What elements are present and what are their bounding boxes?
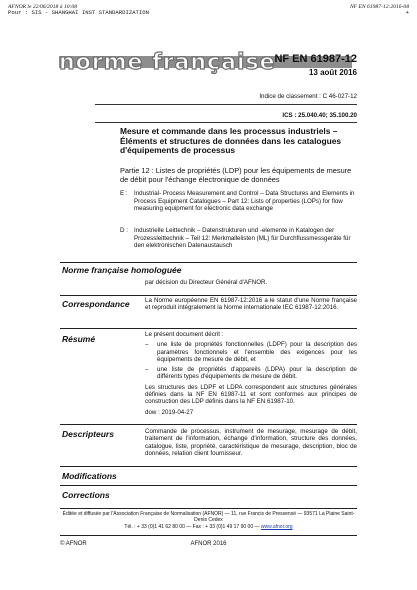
correspondance-text: La Norme européenne EN 61987-12:2016 a le statut d'une Norme française et reproduit intégralement la Norme internationale IEC 61987-12:2016. [145,297,357,312]
bullet-dash: – [145,366,149,374]
publisher-address: Éditée et diffusée par l'Association Française de Normalisation (AFNOR) — 11, rue Francis de Pressensé — 93571 La Plaine Saint-Denis Cedex [62,511,355,524]
homologuee-text: par décision du Directeur Général d'AFNOR. [145,279,268,286]
print-stamp-date: AFNOR le 22/06/2018 à 10:08 [8,4,77,10]
language-code: D : [120,227,128,234]
resume-paragraph: Les structures des LDPF et LDPA correspondent aux structures générales définies dans la NF EN 61987-11 et sont conformes aux principes de construction des LDP définis dans la NF EN 61987-10. [145,383,357,406]
translation-text: Industrial- Process Measurement and Control – Data Structures and Elements in Process Equipment Catalogues – Part 12: Lists of properties (LOPs) for flow measuring equipment for electronic data exchange [134,190,355,213]
correspondance-heading: Correspondance [62,299,130,309]
section-divider [60,328,357,329]
translation-german [120,227,360,250]
footer-divider [60,508,357,509]
publisher-contact [60,524,357,530]
corrections-heading: Corrections [62,490,110,500]
bullet-dash: – [145,341,149,349]
section-divider [60,295,357,296]
ics-codes: ICS : 25.040.40; 35.100.20 [282,112,357,119]
descripteurs-heading: Descripteurs [62,429,114,439]
copyright: © AFNOR [60,541,87,547]
divider [95,122,357,123]
publisher-year: AFNOR 2016 [190,541,227,547]
norme-francaise-logo: norme française [59,50,276,75]
standard-number: NF EN 61987-12 [274,53,357,65]
standard-date: 13 août 2016 [308,68,357,77]
modifications-heading: Modifications [62,471,117,481]
footer-divider [60,535,357,536]
resume-bullet: une liste de propriétés d'appareils (LDPA) pour la description de différents types d'équipements de mesure de débit. [157,366,357,381]
resume-bullet: une liste de propriétés fonctionnelles (LDPF) pour la description des paramètres fonctionnels et l'ensemble des exigences pour les équipements de mesure de débit, et [157,341,357,363]
document-title: Mesure et commande dans les processus industriels – Éléments et structures de données dans les catalogues d'équipements de processus [120,126,342,156]
translation-text: Industrielle Leittechnik – Datenstrukturen und -elemente in Katalogen der Prozessleittechnik – Teil 12: Merkmallelisten (ML) für Durchflussmessgeräte für den elektronischen Datenaustausch [134,227,351,250]
resume-heading: Résumé [62,334,96,344]
resume-body [145,331,357,416]
section-divider [60,485,357,486]
afnor-website-link[interactable]: www.afnor.org [260,524,293,530]
list-item [145,341,357,363]
translation-english [120,190,360,213]
language-code: E : [120,190,128,197]
print-stamp-plus: + [405,10,409,16]
homologuee-heading: Norme française homologuée [62,265,182,275]
section-divider [60,466,357,467]
classification-index: Indice de classement : C 46-027-12 [259,93,357,100]
section-divider [60,262,357,263]
phone-fax: Tél. : + 33 (0)1 41 62 80 00 — Fax : + 33 (0)1 49 17 90 00 — [124,524,261,530]
print-stamp-recipient: Pour : SIS - SHANGHAI INST STANDARDIZATION [8,9,149,16]
resume-intro: Le présent document décrit : [145,331,224,338]
print-stamp-reference: NF EN 61987-12:2016-08 [349,4,409,10]
list-item [145,366,357,381]
divider [95,104,357,105]
descripteurs-text: Commande de processus, instrument de mesurage, mesurage de débit, traitement de l'information, échange d'information, structure des données, catalogue, liste, propriété, caractéristique de mesurage, description, bloc de données, relation client fournisseur. [145,428,357,457]
document-part-title: Partie 12 : Listes de propriétés (LDP) pour les équipements de mesure de débit pour l'échange électronique de données [120,166,352,184]
resume-dow: dow : 2019-04-27 [145,408,194,416]
section-divider [60,424,357,425]
